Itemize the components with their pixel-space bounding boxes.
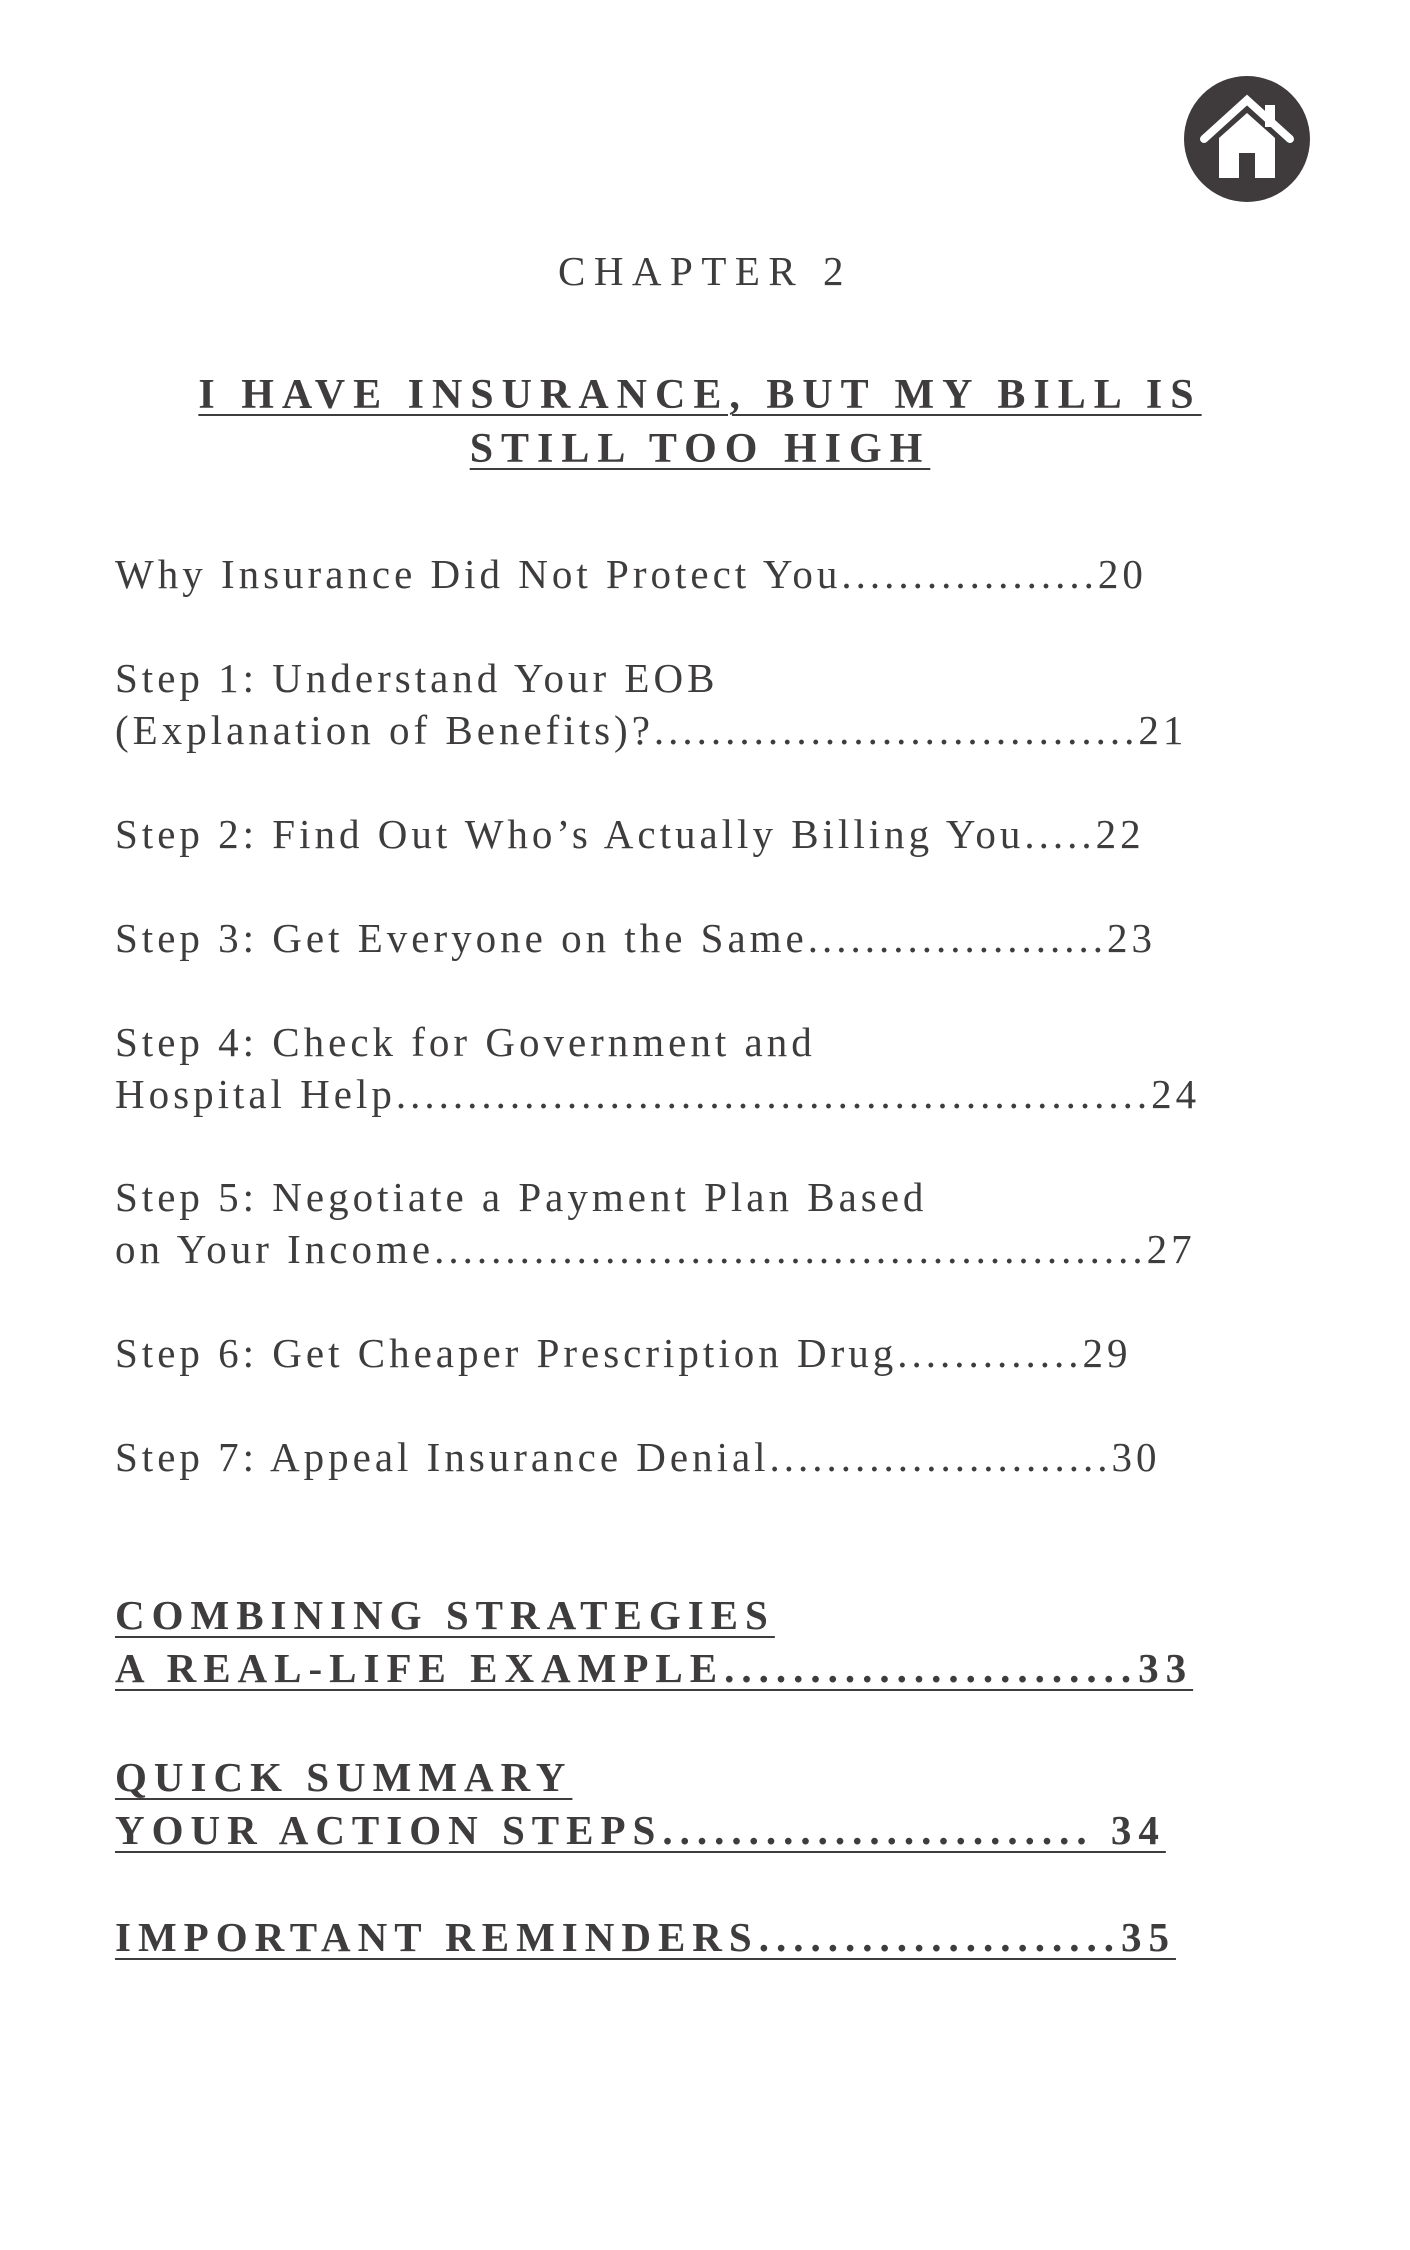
toc-entry-text: Step 4: Check for Government and <box>115 1019 816 1065</box>
toc-section-text: A REAL-LIFE EXAMPLE........................33 <box>115 1645 1194 1691</box>
toc-entry-step-7[interactable] <box>115 1431 1161 1483</box>
chapter-title <box>140 368 1260 476</box>
toc-entry-text: Hospital Help.....................................................24 <box>115 1071 1201 1117</box>
toc-section-text: IMPORTANT REMINDERS.....................35 <box>115 1914 1176 1960</box>
chapter-label: CHAPTER 2 <box>557 248 853 294</box>
toc-section-combining-strategies[interactable] <box>115 1589 1193 1695</box>
toc-entry-text: Step 1: Understand Your EOB <box>115 655 719 701</box>
toc-entry-step-2[interactable] <box>115 808 1145 860</box>
toc-entry-step-3[interactable] <box>115 912 1156 964</box>
toc-entry-step-6[interactable] <box>115 1327 1131 1379</box>
toc-section-quick-summary[interactable] <box>115 1751 1166 1857</box>
toc-entry-text: Step 7: Appeal Insurance Denial........................30 <box>115 1434 1161 1480</box>
chapter-title-line: I HAVE INSURANCE, BUT MY BILL IS <box>198 372 1202 418</box>
toc-entry-step-4[interactable] <box>115 1016 1200 1120</box>
toc-entry-text: (Explanation of Benefits)?..................................21 <box>115 707 1188 753</box>
toc-section-text: COMBINING STRATEGIES <box>115 1592 775 1638</box>
toc-entry-why-insurance[interactable] <box>115 548 1147 600</box>
toc-section-text: QUICK SUMMARY <box>115 1754 573 1800</box>
toc-entry-text: Step 3: Get Everyone on the Same.....................23 <box>115 915 1157 961</box>
chapter-title-line: STILL TOO HIGH <box>469 426 931 472</box>
toc-section-important-reminders[interactable] <box>115 1911 1176 1964</box>
toc-entry-step-1[interactable] <box>115 652 1187 756</box>
toc-entry-step-5[interactable] <box>115 1171 1196 1275</box>
toc-section-text: YOUR ACTION STEPS......................... 34 <box>115 1807 1166 1853</box>
toc-entry-text: Why Insurance Did Not Protect You..................20 <box>115 551 1147 597</box>
home-icon <box>1199 91 1295 187</box>
toc-entry-text: Step 2: Find Out Who’s Actually Billing You.....22 <box>115 811 1145 857</box>
toc-entry-text: Step 6: Get Cheaper Prescription Drug.............29 <box>115 1330 1132 1376</box>
toc-entry-text: on Your Income..................................................27 <box>115 1226 1196 1272</box>
toc-entry-text: Step 5: Negotiate a Payment Plan Based <box>115 1174 928 1220</box>
home-button[interactable] <box>1184 76 1310 202</box>
